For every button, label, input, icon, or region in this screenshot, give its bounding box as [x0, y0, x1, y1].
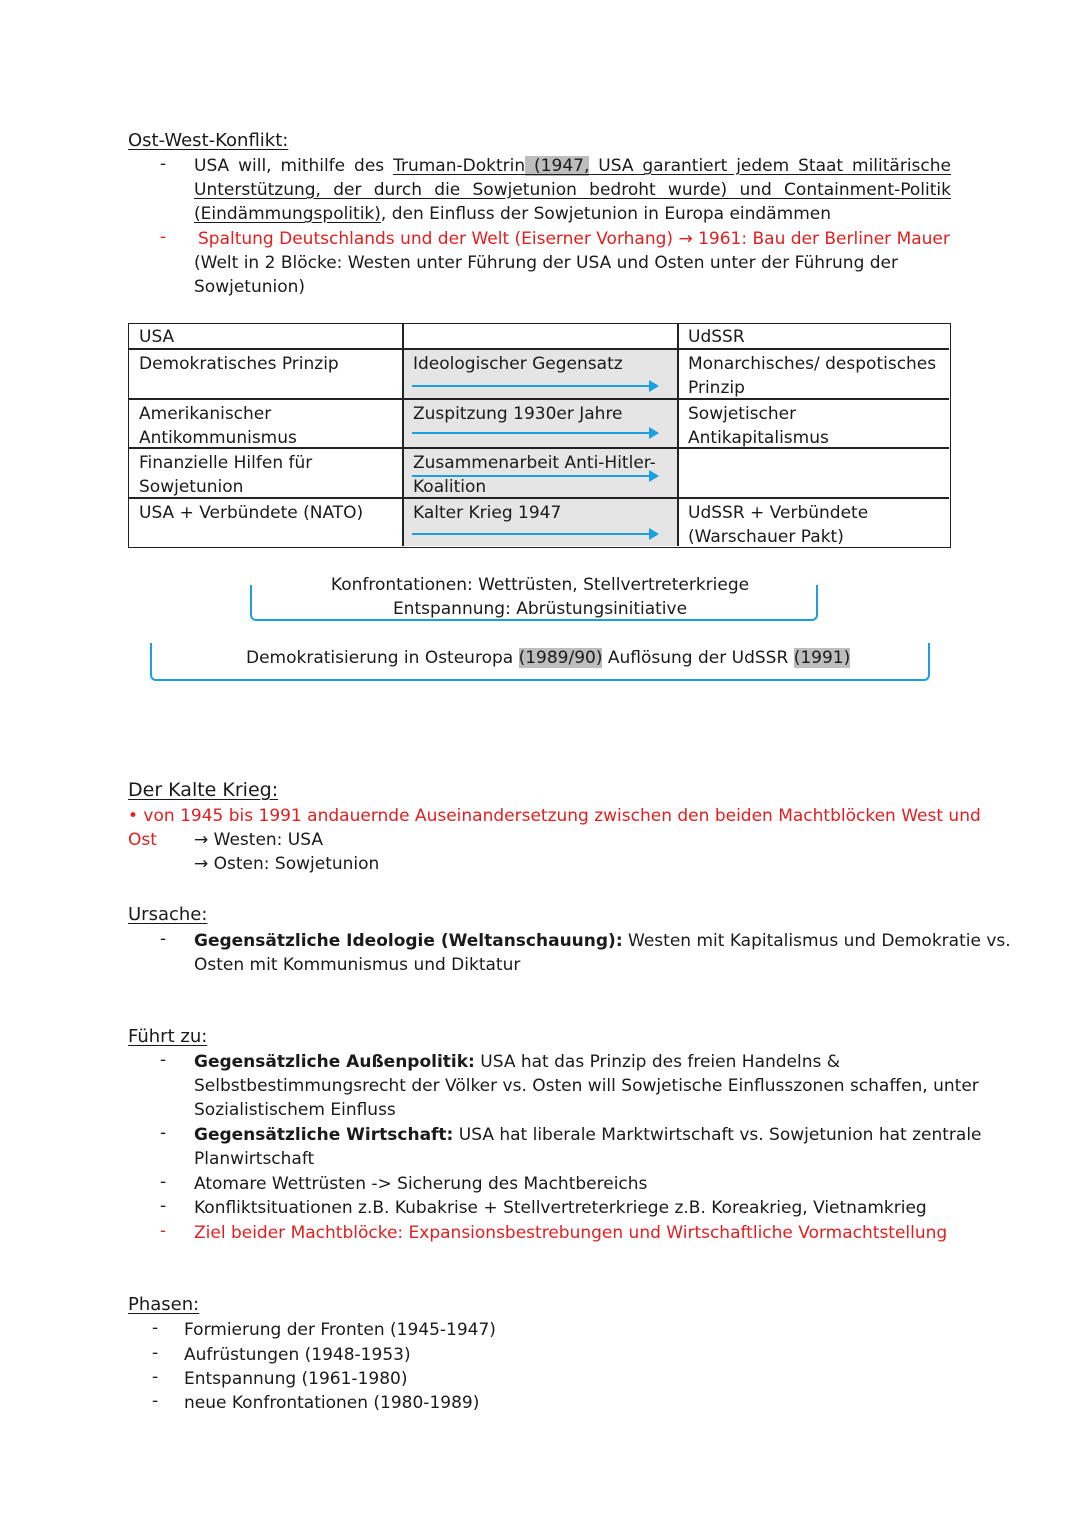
ursache-line2: Osten mit Kommunismus und Diktatur	[194, 955, 521, 975]
bullet1-line1: USA will, mithilfe des Truman-Doktrin (1947, USA garantiert jedem Staat militärische	[194, 156, 951, 176]
fuehrt-item4: Konfliktsituationen z.B. Kubakrise + Stellvertreterkriege z.B. Koreakrieg, Vietnamkrieg	[194, 1198, 927, 1218]
arrow-right-icon	[412, 475, 657, 477]
bullet2-line2: (Welt in 2 Blöcke: Westen unter Führung der USA und Osten unter der Führung der	[194, 253, 898, 273]
west-label: → Westen: USA	[194, 830, 323, 850]
fuehrt-item1-line2: Selbstbestimmungsrecht der Völker vs. Osten will Sowjetische Einflusszonen schaffen, unter	[194, 1076, 979, 1096]
table-cell-mid: Zusammenarbeit Anti-Hitler-Koalition	[413, 453, 656, 497]
bullet-dash: -	[152, 1343, 159, 1363]
east-label: → Osten: Sowjetunion	[194, 854, 380, 874]
bullet-dash: -	[152, 1318, 159, 1338]
ursache-line1: Gegensätzliche Ideologie (Weltanschauung): Westen mit Kapitalismus und Demokratie vs.	[194, 931, 1011, 951]
bullet1-line2: Unterstützung, der durch die Sowjetunion bedroht wurde) und Containment-Politik	[194, 180, 951, 200]
table-cell-mid: Ideologischer Gegensatz	[413, 354, 623, 374]
header-udssr: UdSSR	[688, 327, 745, 347]
bracket-inner-text	[250, 573, 830, 621]
bullet-dash: -	[160, 1050, 167, 1070]
phase-item: Formierung der Fronten (1945-1947)	[184, 1320, 496, 1340]
bullet-dash: -	[152, 1391, 159, 1411]
fuehrt-item1-line1: Gegensätzliche Außenpolitik: USA hat das Prinzip des freien Handelns &	[194, 1052, 841, 1072]
table-cell-mid: Kalter Krieg 1947	[413, 503, 562, 523]
table-cell-right	[678, 449, 950, 453]
table-cell-left: USA + Verbündete (NATO)	[139, 503, 364, 523]
fuehrt-item2-line2: Planwirtschaft	[194, 1149, 315, 1169]
kalter-krieg-definition-line1: • von 1945 bis 1991 andauernde Auseinandersetzung zwischen den beiden Machtblöcken West und	[128, 806, 981, 826]
phase-item: Aufrüstungen (1948-1953)	[184, 1345, 411, 1365]
section-heading-phasen: Phasen:	[128, 1294, 200, 1315]
section-heading-kalter-krieg: Der Kalte Krieg:	[128, 779, 279, 801]
kalter-krieg-definition-line2: Ost	[128, 830, 157, 850]
phase-item: Entspannung (1961-1980)	[184, 1369, 408, 1389]
inner-text-line1: Konfrontationen: Wettrüsten, Stellvertreterkriege	[330, 575, 750, 595]
fuehrt-item5: Ziel beider Machtblöcke: Expansionsbestrebungen und Wirtschaftliche Vormachtstellung	[194, 1223, 948, 1243]
bullet-dash: -	[152, 1367, 159, 1387]
fuehrt-item3: Atomare Wettrüsten -> Sicherung des Machtbereichs	[194, 1174, 648, 1194]
table-cell-left: Amerikanischer Antikommunismus	[139, 404, 297, 448]
bullet-dash: -	[160, 1123, 167, 1143]
bullet1-line3: (Eindämmungspolitik), den Einfluss der Sowjetunion in Europa eindämmen	[194, 204, 831, 224]
bullet-dash: -	[160, 929, 167, 949]
phase-item: neue Konfrontationen (1980-1989)	[184, 1393, 480, 1413]
arrow-right-icon	[412, 432, 657, 434]
fuehrt-item1-line3: Sozialistischem Einfluss	[194, 1100, 396, 1120]
bullet-dash: -	[160, 1196, 167, 1216]
bracket-outer-text: Demokratisierung in Osteuropa (1989/90) Auflösung der UdSSR (1991)	[246, 648, 851, 668]
bullet-dash: -	[160, 1172, 167, 1192]
section-heading-ost-west: Ost-West-Konflikt:	[128, 130, 289, 151]
bullet2-line3: Sowjetunion)	[194, 277, 306, 297]
header-mid	[403, 324, 678, 349]
table-cell-left: Demokratisches Prinzip	[139, 354, 339, 374]
arrow-right-icon	[412, 385, 657, 387]
bullet2-line1: Spaltung Deutschlands und der Welt (Eiserner Vorhang) → 1961: Bau der Berliner Mauer	[198, 229, 950, 249]
header-usa: USA	[139, 327, 175, 347]
section-heading-fuehrt-zu: Führt zu:	[128, 1026, 208, 1047]
table-cell-mid: Zuspitzung 1930er Jahre	[413, 404, 623, 424]
inner-text-line2: Entspannung: Abrüstungsinitiative	[392, 599, 688, 619]
table-cell-right: UdSSR + Verbündete (Warschauer Pakt)	[688, 503, 869, 547]
table-cell-right: Sowjetischer Antikapitalismus	[688, 404, 829, 448]
bullet-dash: -	[160, 154, 167, 174]
table-cell-left: Finanzielle Hilfen für Sowjetunion	[139, 453, 313, 497]
bullet-dash: -	[160, 1221, 167, 1241]
fuehrt-item2-line1: Gegensätzliche Wirtschaft: USA hat liberale Marktwirtschaft vs. Sowjetunion hat zentrale	[194, 1125, 982, 1145]
arrow-right-icon	[412, 533, 657, 535]
table-cell-right: Monarchisches/ despotisches Prinzip	[688, 354, 937, 398]
section-heading-ursache: Ursache:	[128, 904, 208, 925]
comparison-table	[128, 323, 951, 548]
bullet-dash: -	[160, 227, 167, 247]
